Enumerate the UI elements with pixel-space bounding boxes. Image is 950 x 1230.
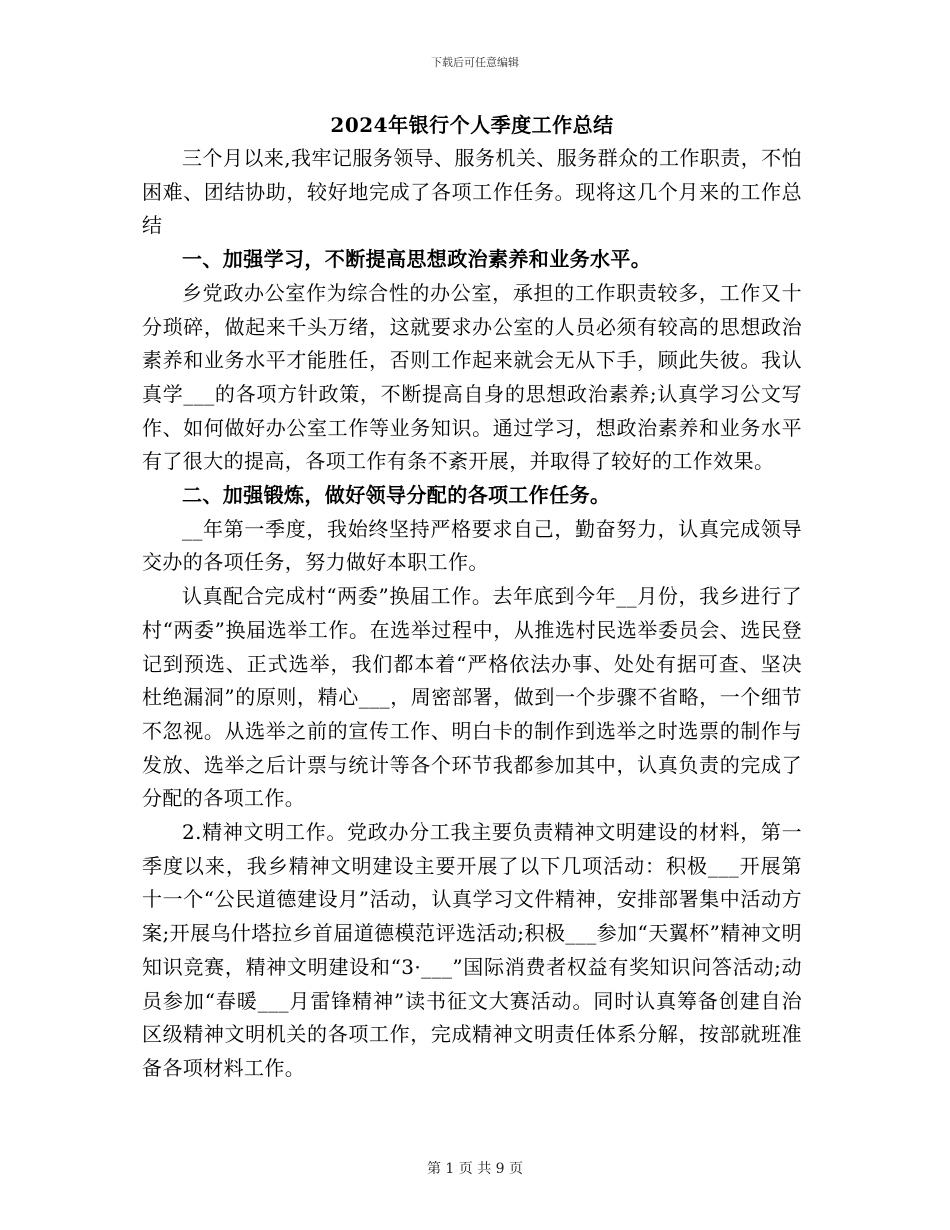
section-heading-1: 一、加强学习，不断提高思想政治素养和业务水平。 [182, 247, 652, 272]
section-2-paragraph-1: __年第一季度，我始终坚持严格要求自己，勤奋努力，认真完成领导交办的各项任务，努力做好本职工作。 [142, 516, 802, 575]
header-note: 下载后可任意编辑 [431, 56, 519, 69]
document-body [142, 110, 802, 1086]
section-2-paragraph-2: 认真配合完成村“两委”换届工作。去年底到今年__月份，我乡进行了村“两委”换届选举工作。在选举过程中，从推选村民选举委员会、选民登记到预选、正式选举，我们都本着“严格依法办事、处处有据可查、坚决杜绝漏洞”的原则，精心___，周密部署，做到一个步骤不省略，一个细节不忽视。从选举之前的宣传工作、明白卡的制作到选举之时选票的制作与发放、选举之后计票与统计等各个环节我都参加其中，认真负责的完成了分配的各项工作。 [142, 584, 802, 811]
intro-paragraph: 三个月以来,我牢记服务领导、服务机关、服务群众的工作职责，不怕困难、团结协助，较好地完成了各项工作任务。现将这几个月来的工作总结 [142, 146, 802, 238]
document-title: 2024年银行个人季度工作总结 [330, 113, 614, 137]
section-heading-2: 二、加强锻炼，做好领导分配的各项工作任务。 [182, 483, 611, 508]
page-number: 第 1 页 共 9 页 [426, 1161, 524, 1177]
section-2-paragraph-3: 2.精神文明工作。党政办分工我主要负责精神文明建设的材料，第一季度以来，我乡精神文明建设主要开展了以下几项活动：积极___开展第十一个“公民道德建设月”活动，认真学习文件精神，安排部署集中活动方案;开展乌什塔拉乡首届道德模范评选活动;积极___参加“天翼杯”精神文明知识竞赛，精神文明建设和“3·___”国际消费者权益有奖知识问答活动;动员参加“春暖___月雷锋精神”读书征文大赛活动。同时认真筹备创建自治区级精神文明机关的各项工作，完成精神文明责任体系分解，按部就班准备各项材料工作。 [142, 820, 802, 1080]
section-1-paragraph: 乡党政办公室作为综合性的办公室，承担的工作职责较多，工作又十分琐碎，做起来千头万绪，这就要求办公室的人员必须有较高的思想政治素养和业务水平才能胜任，否则工作起来就会无从下手，顾此失彼。我认真学___的各项方针政策，不断提高自身的思想政治素养;认真学习公文写作、如何做好办公室工作等业务知识。通过学习，想政治素养和业务水平有了很大的提高，各项工作有条不紊开展，并取得了较好的工作效果。 [142, 280, 802, 474]
